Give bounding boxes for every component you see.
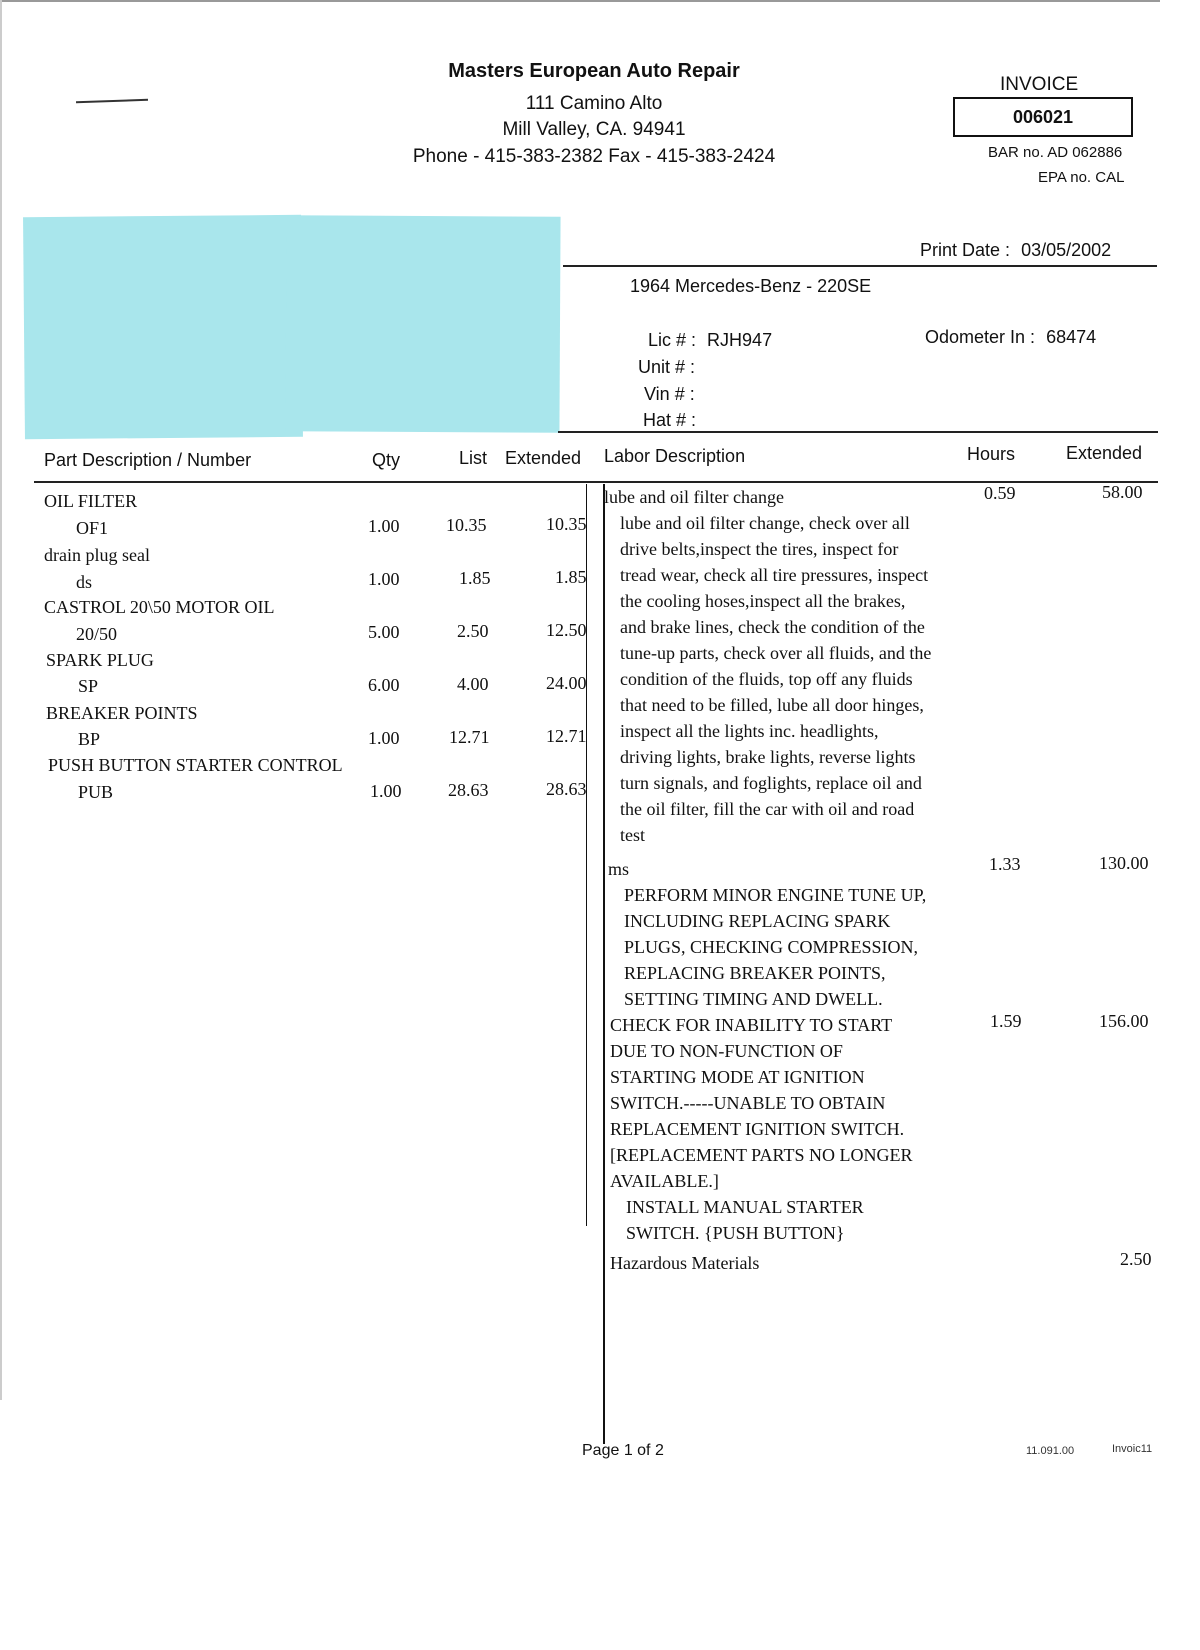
part-extended: 28.63 <box>546 779 587 799</box>
bar-number: BAR no. AD 062886 <box>988 144 1123 161</box>
labor-line: PERFORM MINOR ENGINE TUNE UP, <box>624 885 927 905</box>
company-address-line-2: Mill Valley, CA. 94941 <box>502 119 686 140</box>
part-number: OF1 <box>76 518 109 538</box>
parts-header-extended: Extended <box>505 448 582 468</box>
labor-line: the cooling hoses,inspect all the brakes, <box>620 591 906 611</box>
part-number: ds <box>76 572 93 592</box>
form-code: 11.091.00 <box>1026 1445 1075 1457</box>
labor-line: INSTALL MANUAL STARTER <box>626 1197 864 1217</box>
labor-title-line: STARTING MODE AT IGNITION <box>610 1067 865 1087</box>
part-extended: 10.35 <box>546 514 587 534</box>
odometer-value: 68474 <box>1046 327 1097 347</box>
labor-line: drive belts,inspect the tires, inspect for <box>620 539 899 559</box>
part-list: 2.50 <box>457 621 489 641</box>
license-label: Lic # : <box>648 330 697 350</box>
scan-left-edge <box>0 0 2 1400</box>
labor-line: the oil filter, fill the car with oil and road <box>620 799 915 819</box>
odometer-label: Odometer In : <box>925 327 1036 347</box>
print-date <box>920 240 1111 261</box>
labor-hours: 1.33 <box>989 854 1021 874</box>
part-qty: 6.00 <box>368 675 400 695</box>
part-name: SPARK PLUG <box>46 650 154 670</box>
hat-label: Hat # : <box>643 410 697 430</box>
labor-line: REPLACING BREAKER POINTS, <box>624 963 886 983</box>
part-number: 20/50 <box>76 624 118 644</box>
license-value: RJH947 <box>707 330 773 350</box>
part-extended: 1.85 <box>555 567 587 587</box>
odometer-field <box>925 327 1096 348</box>
labor-title-line: SWITCH.-----UNABLE TO OBTAIN <box>610 1093 886 1113</box>
labor-line: tread wear, check all tire pressures, inspect <box>620 565 929 585</box>
vehicle-top-rule <box>563 265 1157 267</box>
labor-item <box>610 1012 970 1246</box>
part-qty: 1.00 <box>368 728 400 748</box>
labor-line: and brake lines, check the condition of the <box>620 617 925 637</box>
part-number: SP <box>78 676 99 696</box>
vehicle-description: 1964 Mercedes-Benz - 220SE <box>630 276 872 296</box>
unit-label: Unit # : <box>638 357 696 377</box>
labor-header-description: Labor Description <box>604 446 746 466</box>
labor-title: ms <box>608 859 630 879</box>
labor-title-line: REPLACEMENT IGNITION SWITCH. <box>610 1119 905 1139</box>
labor-line: driving lights, brake lights, reverse lights <box>620 747 916 767</box>
labor-header-extended: Extended <box>1066 443 1143 463</box>
labor-header-hours: Hours <box>967 444 1016 464</box>
labor-item <box>604 484 964 848</box>
labor-title: lube and oil filter change <box>604 487 784 507</box>
company-phone-fax: Phone - 415-383-2382 Fax - 415-383-2424 <box>412 146 776 167</box>
parts-right-border <box>586 484 587 1226</box>
part-list: 1.85 <box>459 568 491 588</box>
labor-line: SWITCH. {PUSH BUTTON} <box>626 1223 845 1243</box>
labor-line: INCLUDING REPLACING SPARK <box>624 911 891 931</box>
form-name: Invoic11 <box>1112 1443 1153 1455</box>
company-name: Masters European Auto Repair <box>448 60 740 82</box>
part-name: OIL FILTER <box>44 491 138 511</box>
invoice-number: 006021 <box>953 97 1133 137</box>
company-address-line-1: 111 Camino Alto <box>525 93 663 114</box>
print-date-label: Print Date : <box>920 240 1011 260</box>
scan-top-edge <box>0 0 1160 2</box>
part-extended: 12.71 <box>546 726 587 746</box>
labor-line: SETTING TIMING AND DWELL. <box>624 989 883 1009</box>
labor-line: that need to be filled, lube all door hinges, <box>620 695 924 715</box>
part-name: BREAKER POINTS <box>46 703 198 723</box>
vin-label: Vin # : <box>644 384 695 404</box>
labor-hours: 1.59 <box>990 1011 1022 1031</box>
labor-title: CHECK FOR INABILITY TO START <box>610 1015 893 1035</box>
print-date-value: 03/05/2002 <box>1021 240 1112 260</box>
parts-header-list: List <box>459 448 488 468</box>
part-name: CASTROL 20\50 MOTOR OIL <box>44 597 275 617</box>
part-name: drain plug seal <box>44 545 150 565</box>
labor-line: tune-up parts, check over all fluids, and the <box>620 643 932 663</box>
part-name: PUSH BUTTON STARTER CONTROL <box>48 755 343 775</box>
labor-extended: 130.00 <box>1099 853 1149 873</box>
part-qty: 1.00 <box>370 781 402 801</box>
labor-item <box>610 1250 970 1276</box>
redaction-patch-right <box>285 215 560 432</box>
labor-title-line: AVAILABLE.] <box>610 1171 719 1191</box>
invoice-label: INVOICE <box>1000 74 1079 95</box>
parts-header-description: Part Description / Number <box>44 450 252 470</box>
labor-title: Hazardous Materials <box>610 1253 760 1273</box>
part-extended: 24.00 <box>546 673 587 693</box>
labor-title-line: [REPLACEMENT PARTS NO LONGER <box>610 1145 913 1165</box>
part-qty: 1.00 <box>368 569 400 589</box>
part-qty: 1.00 <box>368 516 400 536</box>
part-extended: 12.50 <box>546 620 587 640</box>
labor-title-line: DUE TO NON-FUNCTION OF <box>610 1041 843 1061</box>
part-number: PUB <box>78 782 114 802</box>
page-indicator: Page 1 of 2 <box>582 1442 664 1459</box>
labor-item <box>608 856 968 1012</box>
labor-line: condition of the fluids, top off any fluids <box>620 669 913 689</box>
labor-line: PLUGS, CHECKING COMPRESSION, <box>624 937 919 957</box>
labor-hours: 0.59 <box>984 483 1016 503</box>
parts-header-qty: Qty <box>372 450 401 470</box>
labor-extended: 58.00 <box>1102 482 1143 502</box>
labor-line: turn signals, and foglights, replace oil and <box>620 773 922 793</box>
part-number: BP <box>78 729 101 749</box>
labor-line: lube and oil filter change, check over all <box>620 513 910 533</box>
labor-line: test <box>620 825 645 845</box>
part-list: 28.63 <box>448 780 489 800</box>
part-list: 4.00 <box>457 674 489 694</box>
labor-line: inspect all the lights inc. headlights, <box>620 721 879 741</box>
labor-extended: 156.00 <box>1099 1011 1149 1031</box>
part-list: 10.35 <box>446 515 487 535</box>
redaction-patch-left <box>23 215 303 439</box>
part-qty: 5.00 <box>368 622 400 642</box>
part-list: 12.71 <box>449 727 490 747</box>
header-top-rule <box>558 431 1158 433</box>
labor-extended: 2.50 <box>1120 1249 1152 1269</box>
license-field <box>648 330 772 351</box>
epa-number: EPA no. CAL <box>1038 169 1125 186</box>
